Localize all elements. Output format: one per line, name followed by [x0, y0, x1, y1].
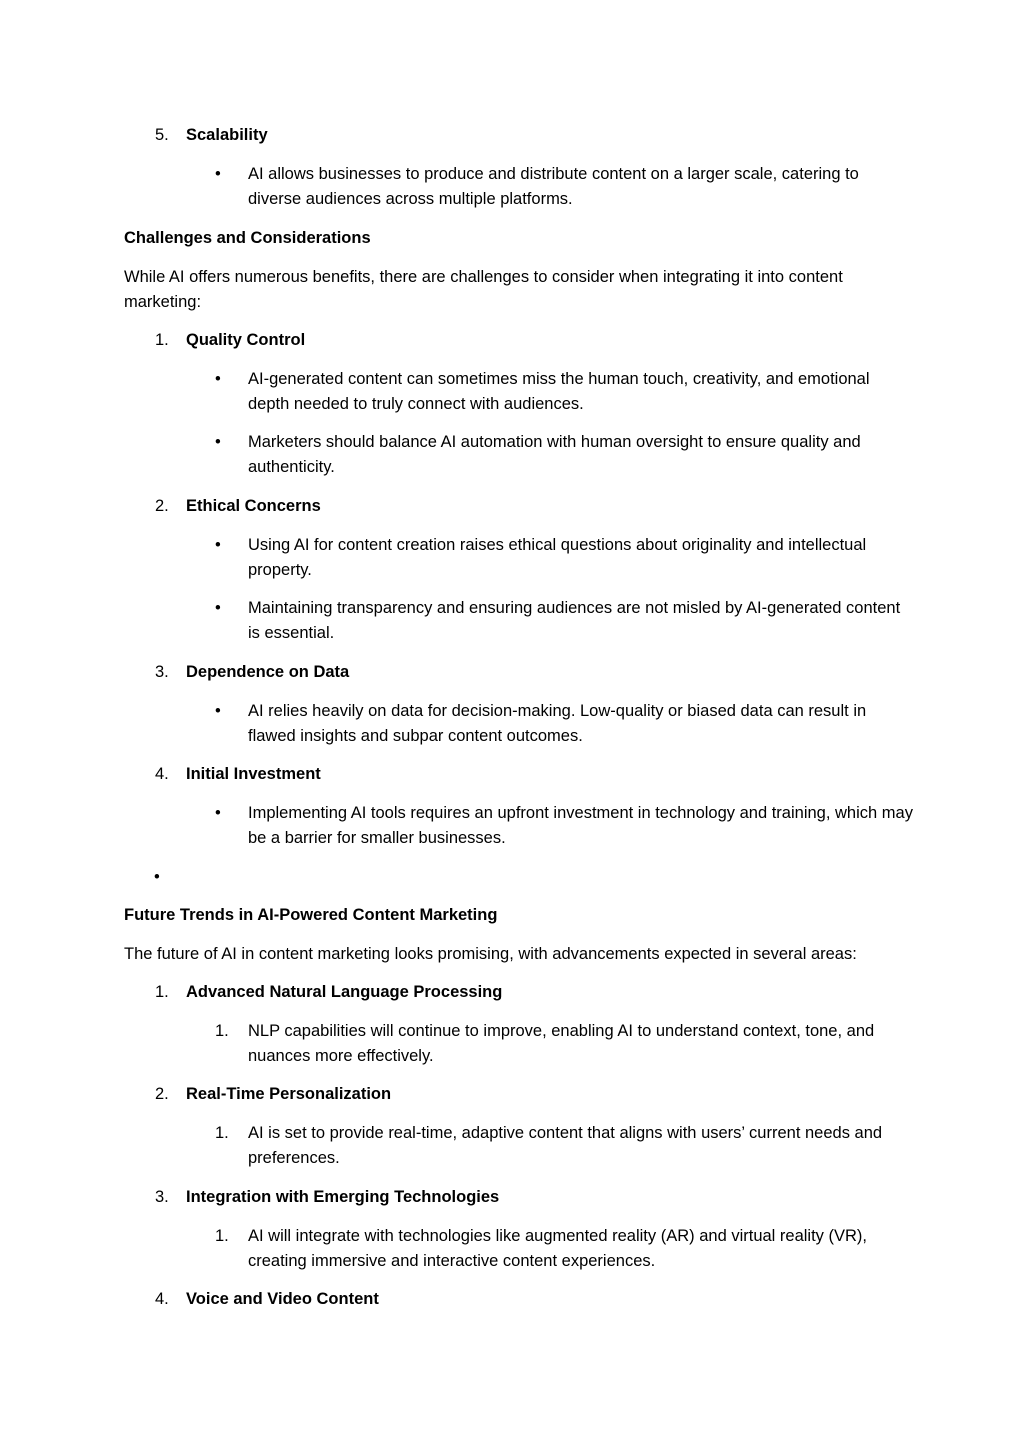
subitem-text: AI is set to provide real-time, adaptive content that aligns with users’ current needs and preferences. — [248, 1124, 883, 1167]
numbered-subitem — [215, 1121, 915, 1171]
list-number: 2. — [155, 1085, 169, 1103]
bullet-text: Implementing AI tools requires an upfront investment in technology and training, which may be a barrier for smaller businesses. — [248, 804, 913, 847]
bullet-icon: • — [215, 702, 221, 720]
list-item-label: Dependence on Data — [186, 663, 350, 681]
numbered-subitem — [215, 1019, 915, 1069]
section-heading-challenges: Challenges and Considerations — [124, 229, 371, 247]
bullet-text: Using AI for content creation raises ethical questions about originality and intellectual property. — [248, 536, 867, 579]
bullet-icon: • — [215, 536, 221, 554]
bullet-text: AI relies heavily on data for decision-making. Low-quality or biased data can result in flawed insights and subpar content outcomes. — [248, 702, 867, 745]
bullet-item — [215, 367, 915, 417]
list-number: 2. — [155, 497, 169, 515]
bullet-item — [215, 801, 915, 851]
list-number: 4. — [155, 1290, 169, 1308]
bullet-item — [215, 162, 915, 212]
bullet-item — [215, 533, 915, 583]
paragraph-future-trends: The future of AI in content marketing looks promising, with advancements expected in several areas: — [124, 945, 857, 963]
list-number: 5. — [155, 126, 169, 144]
bullet-text: AI-generated content can sometimes miss the human touch, creativity, and emotional depth needed to truly connect with audiences. — [248, 370, 870, 413]
list-item-label: Quality Control — [186, 331, 306, 349]
list-item-label: Scalability — [186, 126, 268, 144]
bullet-icon: • — [215, 804, 221, 822]
bullet-icon: • — [215, 165, 221, 183]
bullet-text: Marketers should balance AI automation with human oversight to ensure quality and authenticity. — [248, 433, 861, 476]
subitem-text: AI will integrate with technologies like augmented reality (AR) and virtual reality (VR), creating immersive and interactive content experiences. — [248, 1227, 868, 1270]
bullet-item — [215, 596, 915, 646]
list-item-label: Integration with Emerging Technologies — [186, 1188, 500, 1206]
list-item-label: Initial Investment — [186, 765, 321, 783]
paragraph-challenges: While AI offers numerous benefits, there are challenges to consider when integrating it into content marketing: — [124, 268, 843, 311]
list-number: 3. — [155, 1188, 169, 1206]
subitem-number: 1. — [215, 1022, 229, 1040]
bullet-item — [215, 699, 915, 749]
bullet-text: AI allows businesses to produce and distribute content on a larger scale, catering to diverse audiences across multiple platforms. — [248, 165, 859, 208]
numbered-subitem — [215, 1224, 915, 1274]
list-item-label: Voice and Video Content — [186, 1290, 379, 1308]
list-item-label: Real-Time Personalization — [186, 1085, 392, 1103]
section-heading-future-trends: Future Trends in AI-Powered Content Marketing — [124, 906, 498, 924]
bullet-icon: • — [215, 599, 221, 617]
subitem-number: 1. — [215, 1124, 229, 1142]
bullet-icon: • — [215, 433, 221, 451]
empty-bullet-icon: • — [154, 868, 160, 886]
list-item-label: Ethical Concerns — [186, 497, 321, 515]
bullet-icon: • — [215, 370, 221, 388]
bullet-item — [215, 430, 915, 480]
list-item-label: Advanced Natural Language Processing — [186, 983, 503, 1001]
list-number: 3. — [155, 663, 169, 681]
list-number: 1. — [155, 331, 169, 349]
list-number: 4. — [155, 765, 169, 783]
subitem-number: 1. — [215, 1227, 229, 1245]
bullet-text: Maintaining transparency and ensuring audiences are not misled by AI-generated content is essential. — [248, 599, 901, 642]
list-number: 1. — [155, 983, 169, 1001]
subitem-text: NLP capabilities will continue to improve, enabling AI to understand context, tone, and nuances more effectively. — [248, 1022, 875, 1065]
